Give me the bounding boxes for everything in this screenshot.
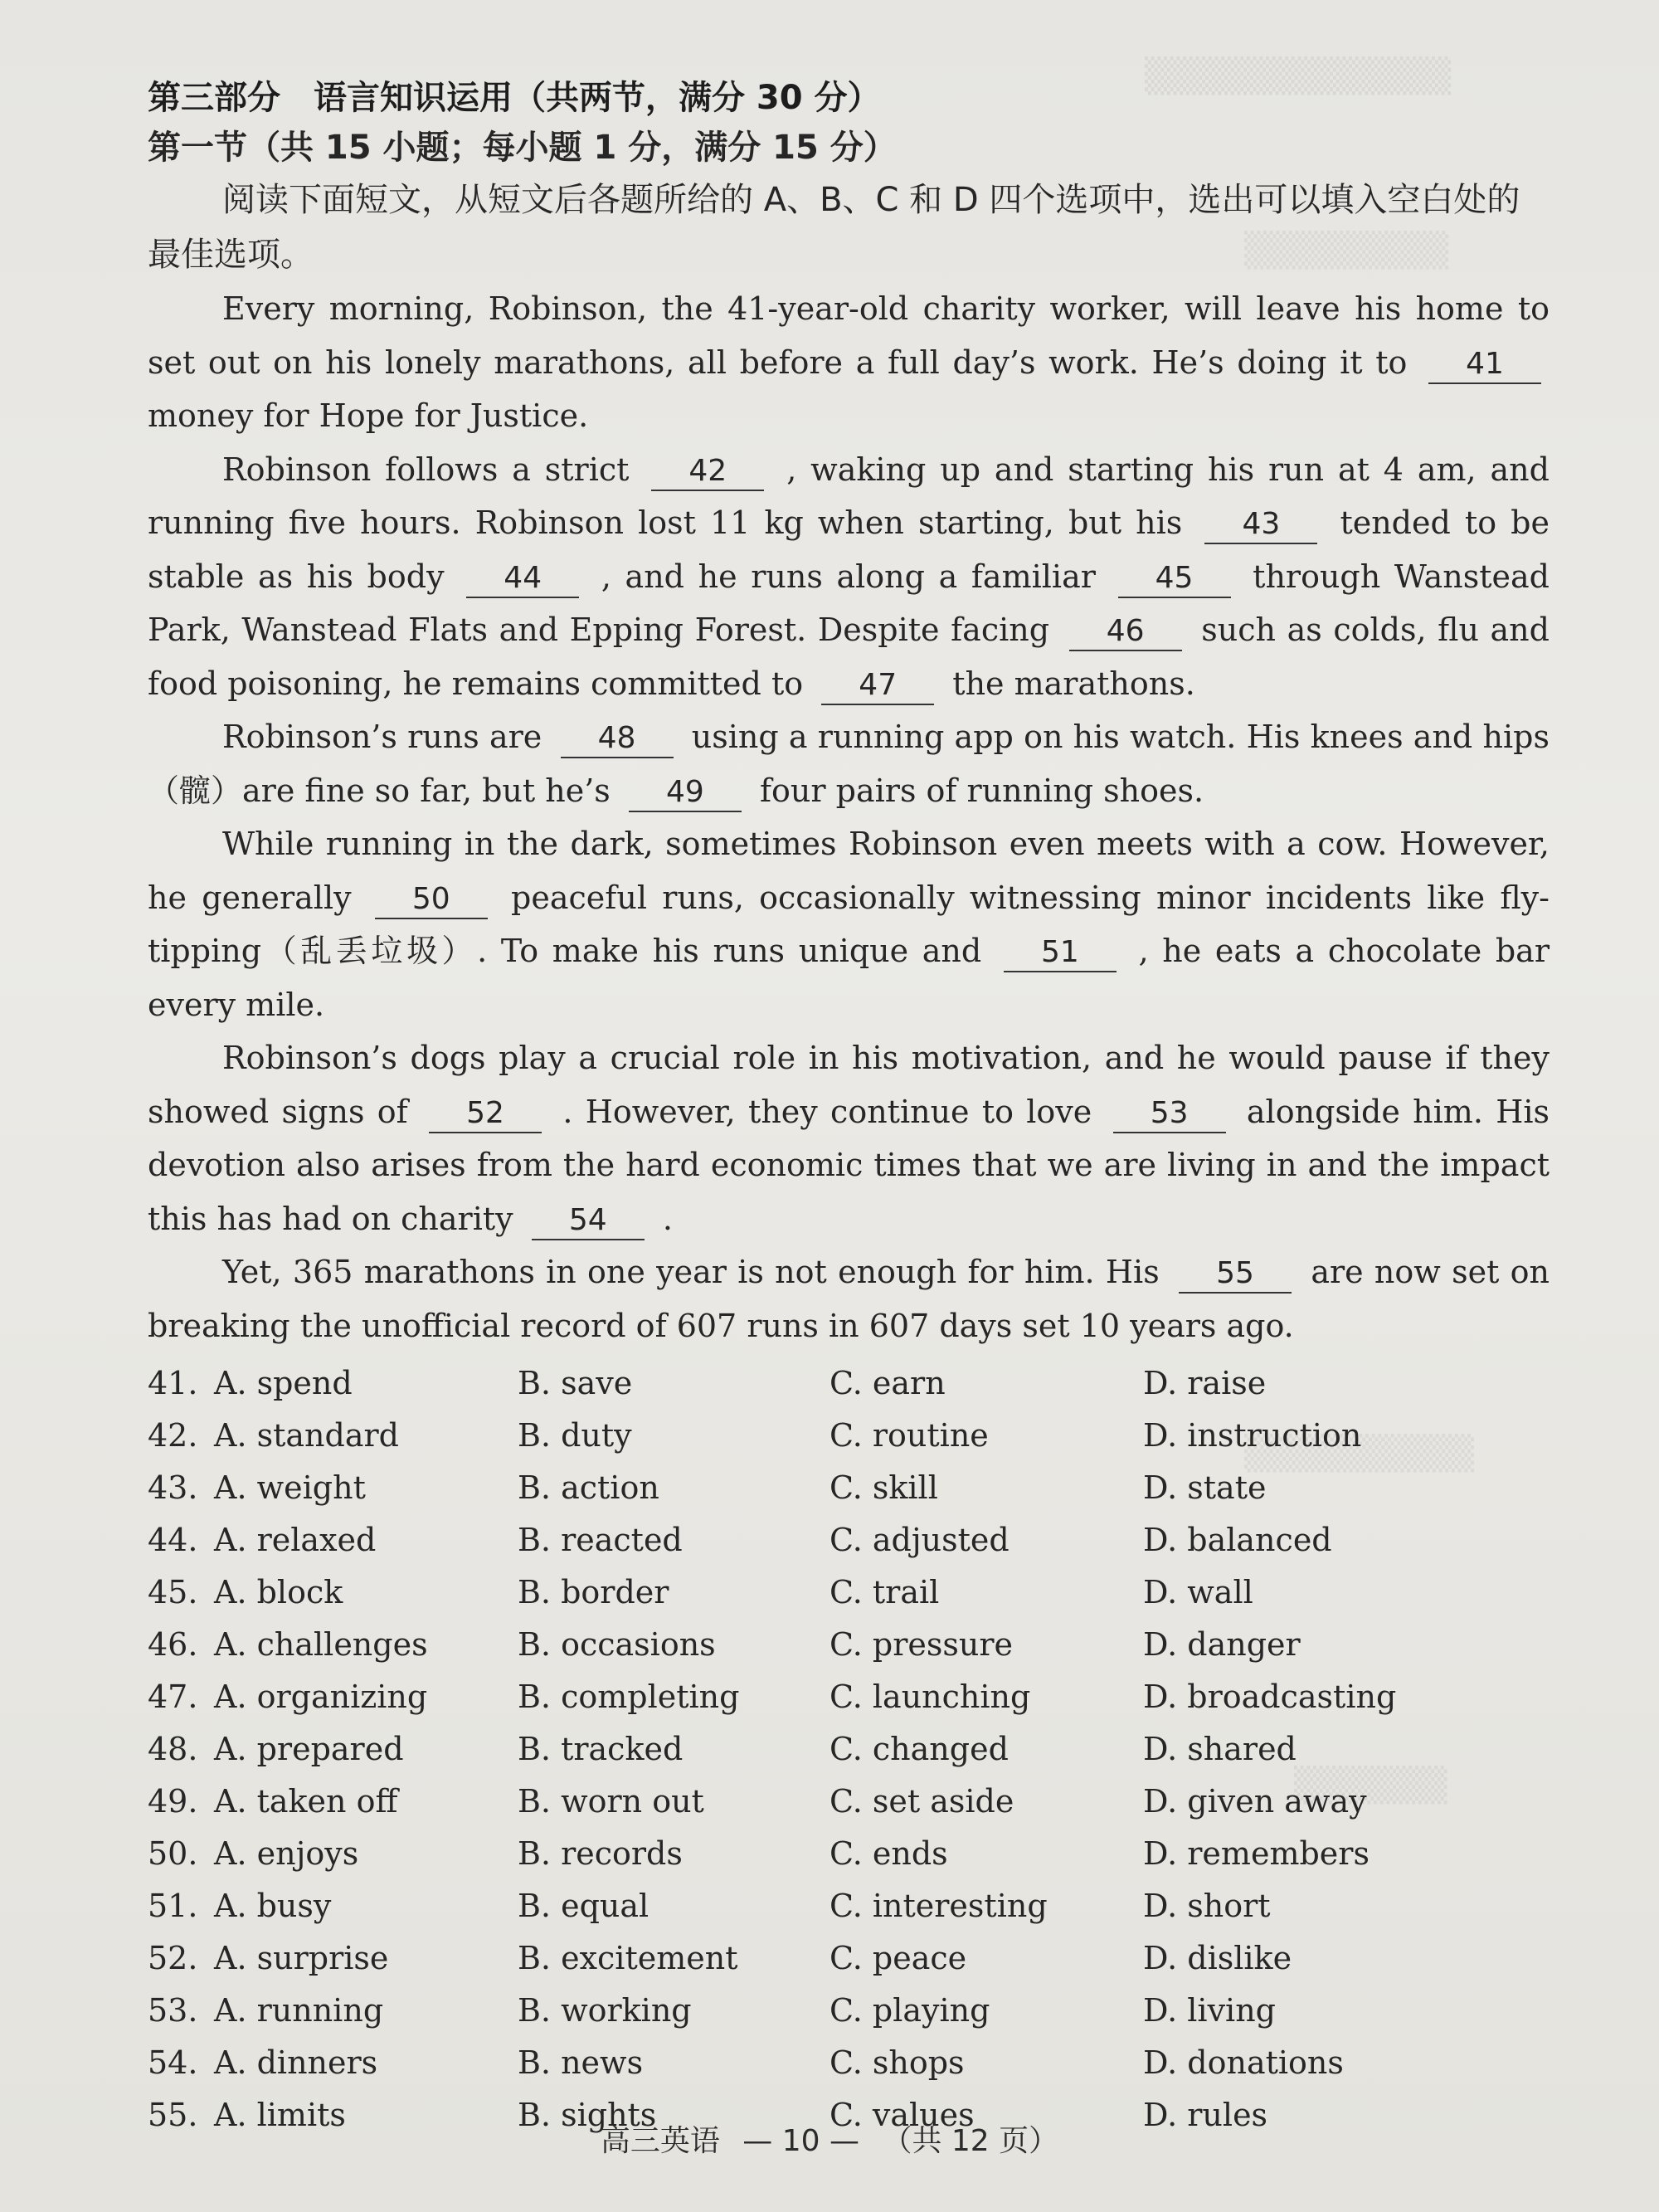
option-a: A. block [214,1574,343,1610]
passage-text: Yet, 365 marathons in one year is not enough for him. His [222,1254,1160,1290]
option-c: C. shops [830,2044,965,2081]
question-row [148,2037,1550,2089]
passage-text: tended to be stable as his body [148,504,1550,595]
question-row [148,1723,1550,1776]
passage-text: through Wanstead Park, Wanstead Flats and Epping Forest. Despite facing [148,558,1550,648]
option-b: B. equal [518,1888,649,1924]
option-b: B. save [518,1365,633,1401]
option-b: B. news [518,2044,644,2081]
option-a: A. dinners [214,2044,378,2081]
blank-55: 55 [1179,1255,1292,1294]
option-a: A. standard [214,1417,399,1454]
question-row [148,1357,1550,1410]
question-row [148,1880,1550,1932]
option-a: A. challenges [214,1626,428,1663]
option-b: B. reacted [518,1522,683,1558]
question-number: 49. [148,1783,198,1820]
option-d: D. balanced [1143,1522,1332,1558]
option-c: C. peace [830,1940,967,1976]
blank-45: 45 [1118,560,1231,598]
option-d: D. short [1143,1888,1271,1924]
option-d: D. broadcasting [1143,1678,1397,1715]
option-a: A. surprise [214,1940,389,1976]
option-c: C. routine [830,1417,989,1454]
footer-total-pages: （共 12 页） [882,2124,1059,2158]
option-d: D. remembers [1143,1835,1370,1872]
question-row [148,1462,1550,1514]
question-number: 43. [148,1469,198,1506]
option-a: A. taken off [214,1783,398,1820]
option-c: C. playing [830,1992,990,2029]
question-number: 53. [148,1992,198,2029]
answer-options [148,1357,1550,2141]
question-row [148,1828,1550,1880]
question-row [148,1985,1550,2037]
option-d: D. donations [1143,2044,1344,2081]
option-b: B. excitement [518,1940,738,1976]
option-b: B. tracked [518,1731,684,1767]
option-b: B. worn out [518,1783,704,1820]
option-d: D. raise [1143,1365,1267,1401]
option-b: B. border [518,1574,669,1610]
passage-text: , and he runs along a familiar [601,558,1096,595]
blank-44: 44 [466,560,579,598]
bleed-through-text: ▒▒▒▒▒▒▒▒▒ [1244,1435,1474,1473]
option-d: D. danger [1143,1626,1301,1663]
footer-subject: 高三英语 [600,2124,720,2158]
footer-page-number: — 10 — [742,2124,859,2158]
blank-42: 42 [651,453,764,491]
question-number: 44. [148,1522,198,1558]
cloze-passage [148,282,1550,1352]
blank-54: 54 [532,1202,645,1240]
passage-paragraph [148,443,1550,711]
passage-text: While running in the dark, sometimes Robinson even meets with a cow. However, he generally [148,826,1550,916]
passage-text: Robinson follows a strict [222,451,630,488]
blank-48: 48 [561,720,674,758]
question-row [148,1932,1550,1985]
passage-paragraph [148,1031,1550,1245]
option-c: C. set aside [830,1783,1014,1820]
blank-41: 41 [1428,346,1541,384]
blank-51: 51 [1004,934,1117,972]
question-number: 42. [148,1417,198,1454]
option-b: B. action [518,1469,659,1506]
blank-47: 47 [821,667,934,705]
question-number: 47. [148,1678,198,1715]
question-number: 54. [148,2044,198,2081]
option-a: A. running [214,1992,384,2029]
option-c: C. pressure [830,1626,1013,1663]
question-number: 41. [148,1365,198,1401]
passage-text: Robinson’s dogs play a crucial role in his motivation, and he would pause if they showed signs of [148,1040,1550,1130]
blank-52: 52 [429,1095,542,1133]
option-c: C. changed [830,1731,1009,1767]
passage-text: alongside him. His devotion also arises from the hard economic times that we are living in and the impact this has had on charity [148,1093,1550,1237]
option-c: C. skill [830,1469,938,1506]
bleed-through-text: ▒▒▒▒▒▒▒▒▒▒▒▒ [1145,57,1452,95]
option-a: A. prepared [214,1731,404,1767]
option-c: C. values [830,2097,975,2133]
option-d: D. given away [1143,1783,1367,1820]
part-title: 第三部分 语言知识运用（共两节，满分 30 分） [148,79,881,117]
option-d: D. living [1143,1992,1276,2029]
question-row [148,1514,1550,1566]
passage-text: Every morning, Robinson, the 41-year-old charity worker, will leave his home to set out on his lonely marathons, all before a full day’s work. He’s doing it to [148,290,1550,381]
bleed-through-text: ▒▒▒▒▒▒▒▒ [1244,231,1449,270]
option-a: A. spend [214,1365,353,1401]
question-number: 52. [148,1940,198,1976]
option-c: C. launching [830,1678,1031,1715]
question-number: 48. [148,1731,198,1767]
passage-paragraph [148,710,1550,817]
question-row [148,1671,1550,1723]
option-d: D. rules [1143,2097,1268,2133]
blank-49: 49 [629,774,742,812]
passage-text: . However, they continue to love [562,1093,1092,1130]
question-row [148,1776,1550,1828]
option-d: D. shared [1143,1731,1297,1767]
page-footer [0,2117,1659,2160]
main-content [148,73,1550,2141]
option-c: C. earn [830,1365,946,1401]
section-title: 第一节（共 15 小题；每小题 1 分，满分 15 分） [148,129,897,167]
passage-paragraph [148,817,1550,1031]
passage-text: peaceful runs, occasionally witnessing minor incidents like fly-tipping（乱丢垃圾）. To make his runs unique and [148,879,1550,969]
option-d: D. state [1143,1469,1267,1506]
option-d: D. wall [1143,1574,1253,1610]
passage-text: . [662,1200,673,1237]
option-a: A. enjoys [214,1835,359,1872]
passage-text: are now set on breaking the unofficial record of 607 runs in 607 days set 10 years ago. [148,1254,1550,1344]
question-number: 46. [148,1626,198,1663]
option-d: D. dislike [1143,1940,1292,1976]
question-row [148,1566,1550,1619]
option-a: A. relaxed [214,1522,377,1558]
option-a: A. weight [214,1469,366,1506]
option-c: C. trail [830,1574,940,1610]
option-b: B. completing [518,1678,740,1715]
blank-53: 53 [1113,1095,1226,1133]
option-c: C. ends [830,1835,948,1872]
question-number: 51. [148,1888,198,1924]
option-b: B. duty [518,1417,632,1454]
option-b: B. records [518,1835,683,1872]
bleed-through-text: ▒▒▒▒▒▒ [1294,1766,1447,1805]
passage-text: , waking up and starting his run at 4 am, and running five hours. Robinson lost 11 kg when starting, but his [148,451,1550,541]
passage-text: such as colds, flu and food poisoning, he remains committed to [148,611,1550,702]
question-number: 45. [148,1574,198,1610]
question-number: 50. [148,1835,198,1872]
option-b: B. working [518,1992,692,2029]
option-a: A. limits [214,2097,346,2133]
question-row [148,1619,1550,1671]
passage-text: money for Hope for Justice. [148,397,589,434]
option-b: B. occasions [518,1626,716,1663]
option-b: B. sights [518,2097,657,2133]
question-number: 55. [148,2097,198,2133]
option-a: A. busy [214,1888,332,1924]
passage-paragraph [148,282,1550,443]
option-c: C. interesting [830,1888,1048,1924]
blank-50: 50 [375,881,488,919]
instructions: 阅读下面短文，从短文后各题所给的 A、B、C 和 D 四个选项中，选出可以填入空白处的最佳选项。 [148,181,1520,274]
passage-text: the marathons. [952,665,1195,702]
passage-paragraph [148,1245,1550,1352]
option-d: D. instruction [1143,1417,1362,1454]
question-row [148,1410,1550,1462]
passage-text: using a running app on his watch. His knees and hips（髋）are fine so far, but he’s [148,719,1550,809]
option-c: C. adjusted [830,1522,1010,1558]
passage-text: four pairs of running shoes. [759,772,1204,809]
blank-46: 46 [1069,613,1182,651]
blank-43: 43 [1204,506,1317,544]
passage-text: Robinson’s runs are [222,719,542,755]
passage-text: , he eats a chocolate bar every mile. [148,933,1550,1023]
option-a: A. organizing [214,1678,428,1715]
